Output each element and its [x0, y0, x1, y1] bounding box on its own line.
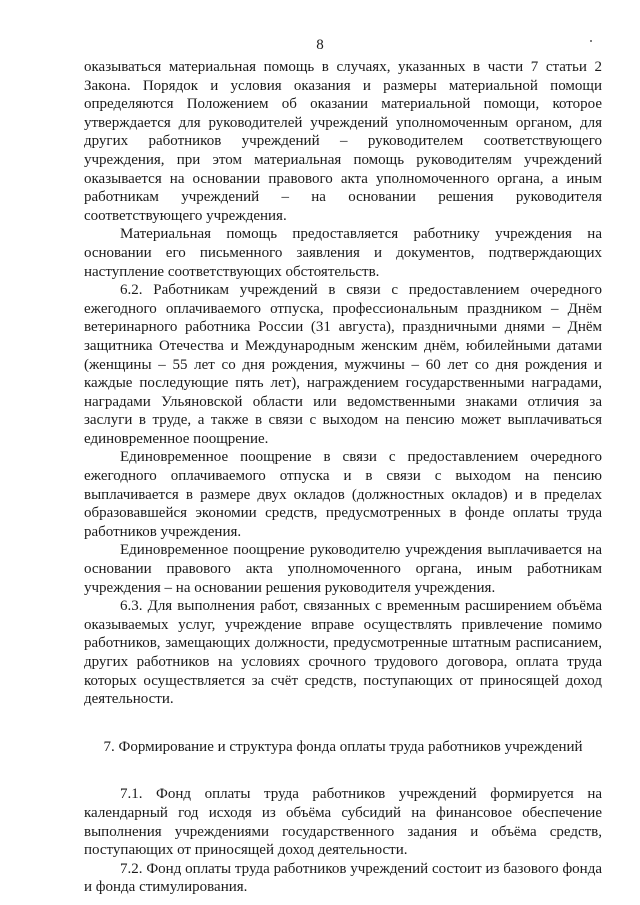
paragraph: Материальная помощь предоставляется работнику учреждения на основании его письменного заявления и документов, подтверждающих наступление соответствующих обстоятельств. — [84, 226, 602, 280]
paragraph: 6.3. Для выполнения работ, связанных с временным расширением объёма оказываемых услуг, учреждение вправе осуществлять привлечение помимо работников, замещающих должности, предусмотренные штатным расписанием, других работников на условиях срочного трудового договора, оплата труда которых осуществляется за счёт средств, поступающих от приносящей доход деятельности. — [84, 598, 602, 708]
paragraph: 7.1. Фонд оплаты труда работников учреждений формируется на календарный год исходя из объёма субсидий на финансовое обеспечение выполнения учреждениями государственного задания и объёма средств, поступающих от приносящей доход деятельности. — [84, 786, 602, 859]
paragraph: 7.2. Фонд оплаты труда работников учреждений состоит из базового фонда и фонда стимулирования. — [84, 860, 602, 896]
paragraph: оказываться материальная помощь в случаях, указанных в части 7 статьи 2 Закона. Порядок и условия оказания и размеры материальной помощи определяются Положением об оказании материальной помощи, которое утверждается для руководителей учреждений уполномоченным органом, для других работников учреждений – руководителем соответствующего учреждения, при этом материальная помощь руководителям учреждений оказывается на основании правового акта уполномоченного органа, а иным работникам учреждений – на основании решения руководителя соответствующего учреждения. — [84, 59, 602, 224]
paragraph: 6.2. Работникам учреждений в связи с предоставлением очередного ежегодного оплачиваемого отпуска, профессиональным праздником – Днём ветеринарного работника России (31 августа), праздничными днями – Днём защитника Отечества и Международным женским днём, юбилейными датами (женщины – 55 лет со дня рождения, мужчины – 60 лет со дня рождения и каждые последующие пять лет), награждением государственными наградами, наградами Ульяновской области или ведомственными знаками отличия за заслуги в труде, а также в связи с выходом на пенсию может выплачиваться единовременное поощрение. — [84, 282, 602, 447]
section-heading: 7. Формирование и структура фонда оплаты труда работников учреждений — [103, 738, 583, 755]
paragraph: Единовременное поощрение руководителю учреждения выплачивается на основании правового акта уполномоченного органа, иным работникам учреждения – на основании решения руководителя учреждения. — [84, 542, 602, 596]
page-number: 8 — [316, 37, 324, 53]
page-body — [84, 58, 602, 897]
paragraph: Единовременное поощрение в связи с предоставлением очередного ежегодного оплачиваемого отпуска и в связи с выходом на пенсию выплачивается в размере двух окладов (должностных окладов) и в пределах образовавшейся экономии средств, предусмотренных в фонде оплаты труда работников учреждения. — [84, 449, 602, 540]
